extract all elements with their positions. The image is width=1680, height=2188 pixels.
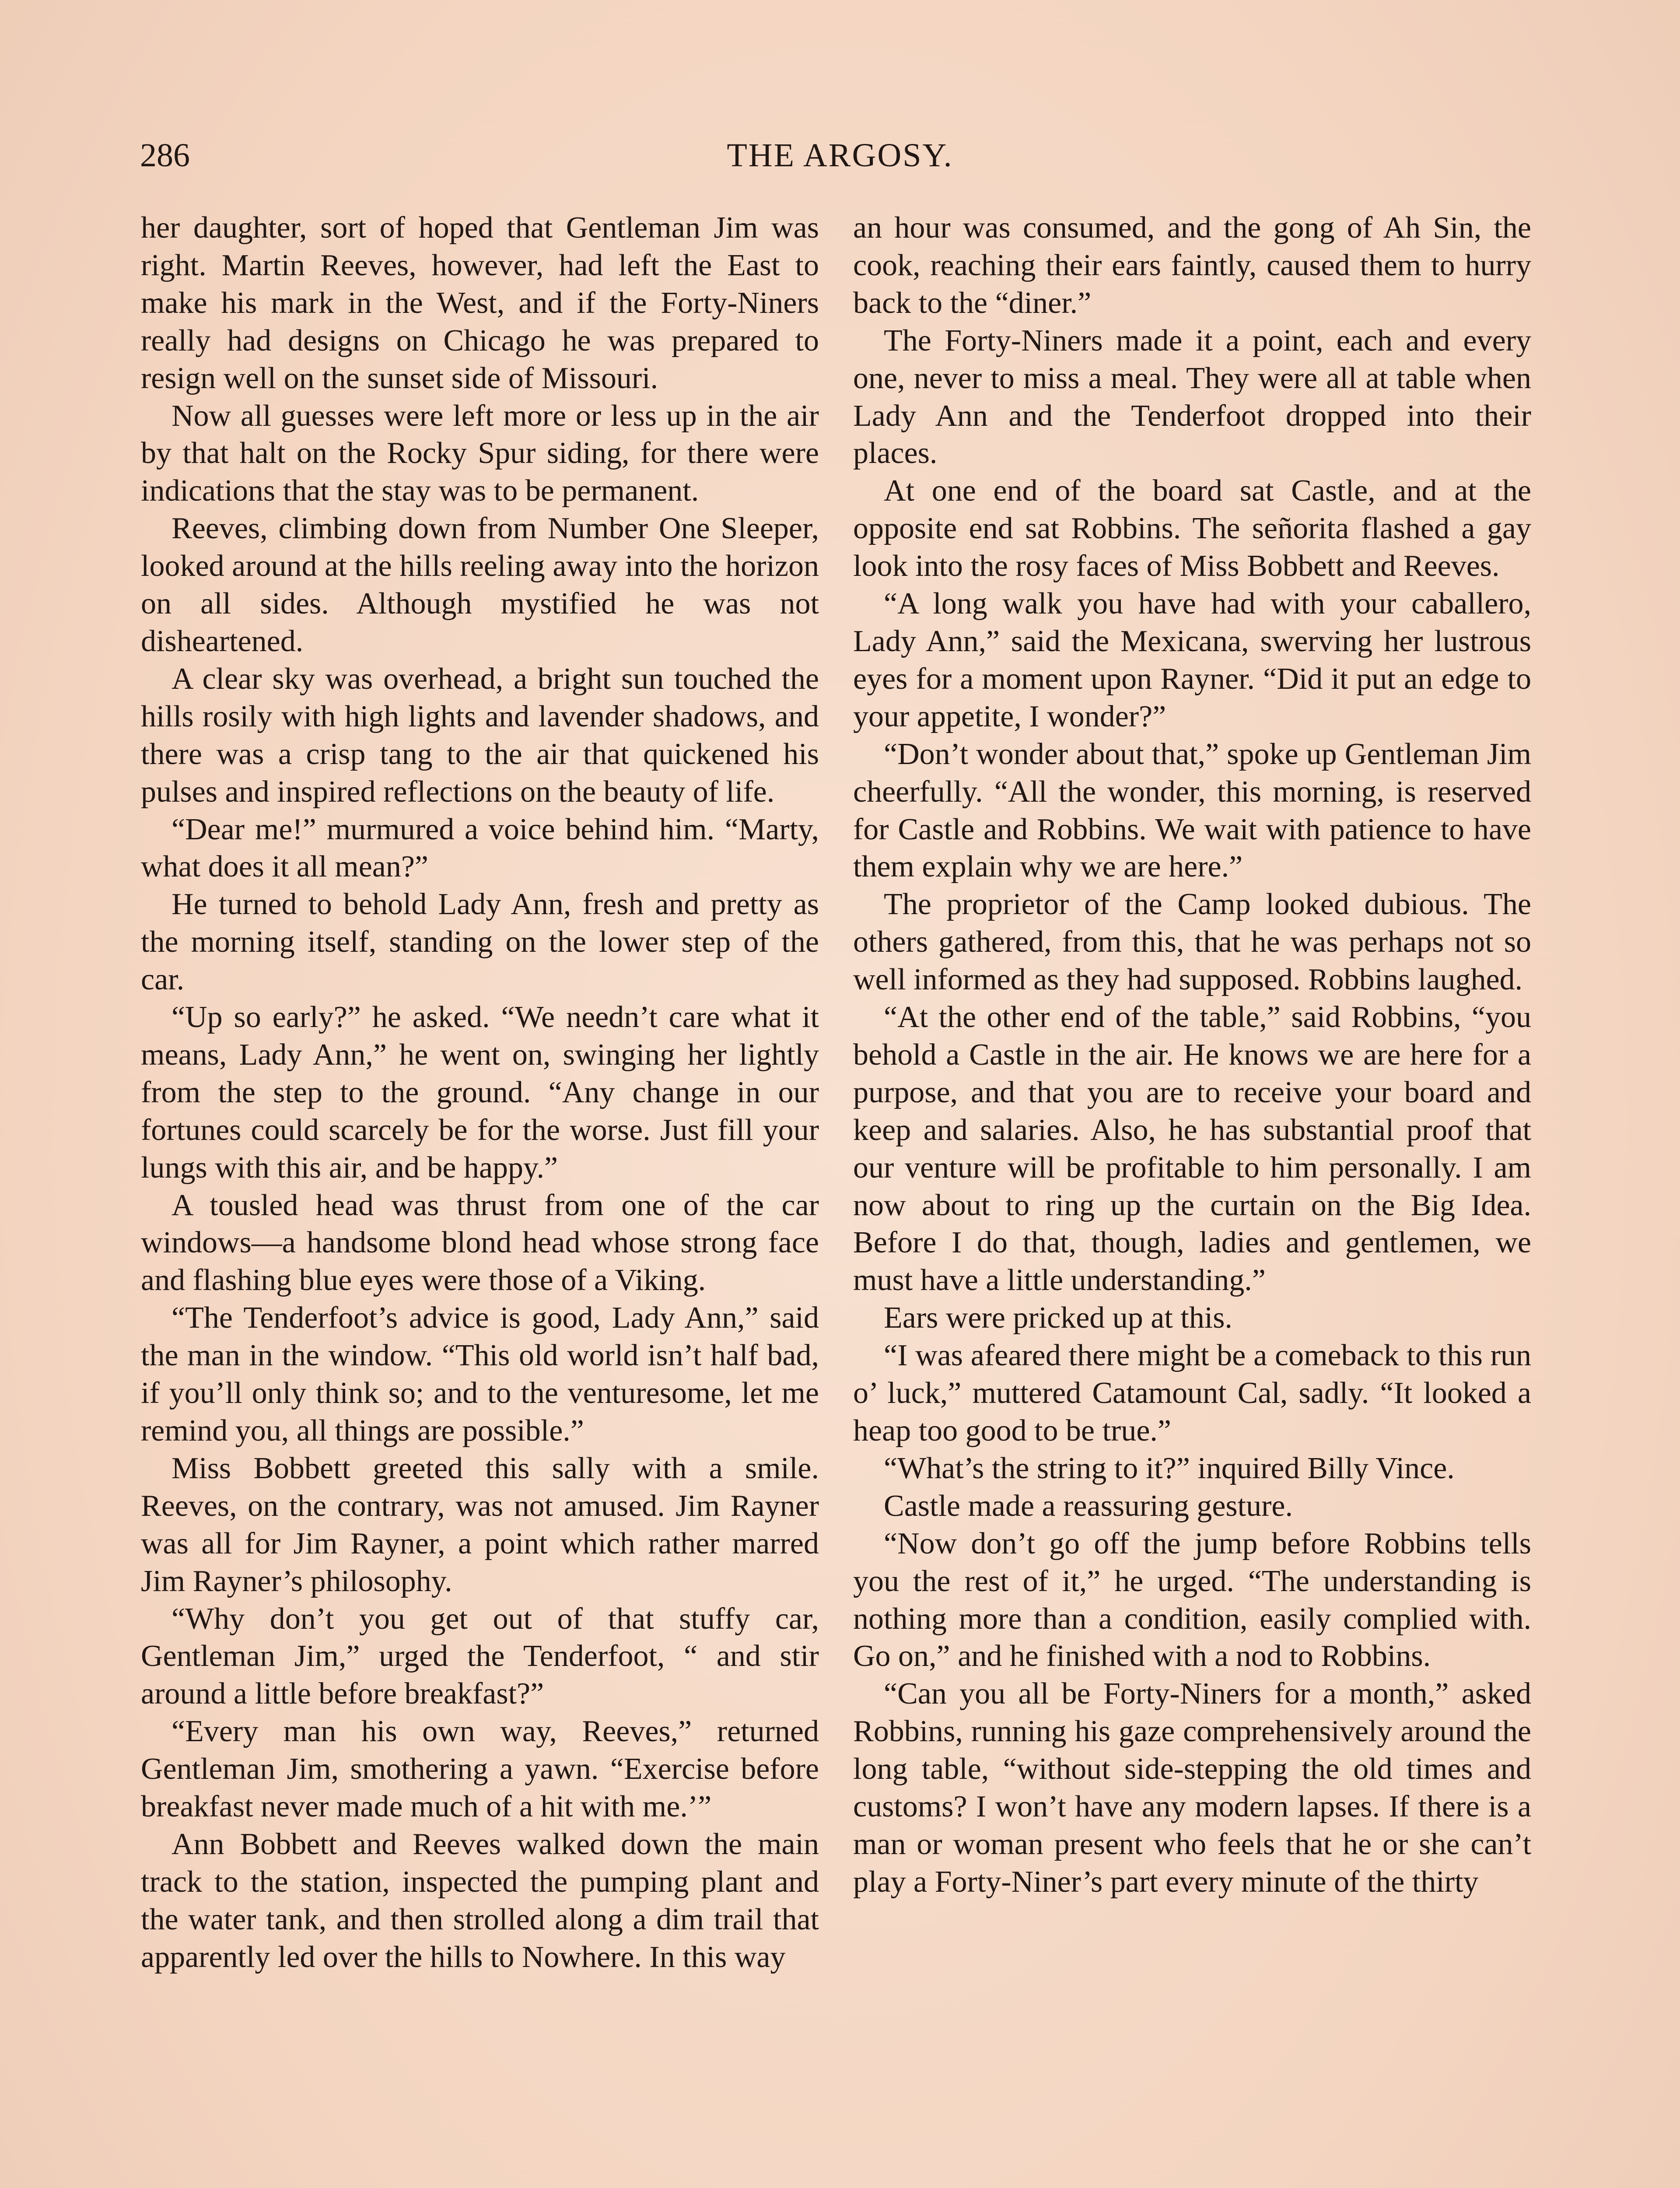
paragraph: A clear sky was overhead, a bright sun touched the hills rosily with high lights and lavender shadows, and there was a crisp tang to the air that quickened his pulses and inspired reflections on the beauty of life. bbox=[141, 662, 819, 809]
paragraph: “Every man his own way, Reeves,” returned Gentleman Jim, smothering a yawn. “Exercise before breakfast never made much of a hit with me.’” bbox=[141, 1715, 819, 1824]
paragraph: He turned to behold Lady Ann, fresh and pretty as the morning itself, standing on the lower step of the car. bbox=[141, 887, 819, 997]
paragraph: “Dear me!” murmured a voice behind him. “Marty, what does it all mean?” bbox=[141, 812, 819, 884]
paragraph: “Why don’t you get out of that stuffy car, Gentleman Jim,” urged the Tenderfoot, “ and stir around a little before breakfast?” bbox=[141, 1602, 819, 1711]
paragraph: Now all guesses were left more or less up in the air by that halt on the Rocky Spur siding, for there were indications that the stay was to be permanent. bbox=[141, 399, 819, 508]
left-column bbox=[141, 209, 819, 2188]
paragraph: Castle made a reassuring gesture. bbox=[884, 1489, 1293, 1523]
paragraph: Ann Bobbett and Reeves walked down the main track to the station, inspected the pumping plant and the water tank, and then strolled along a dim trail that apparently led over the hills to Nowhere. In this way bbox=[141, 1827, 819, 1974]
paragraph: “The Tenderfoot’s advice is good, Lady Ann,” said the man in the window. “This old world isn’t half bad, if you’ll only think so; and to the venturesome, let me remind you, all things are possible.” bbox=[141, 1301, 819, 1448]
paragraph: The proprietor of the Camp looked dubious. The others gathered, from this, that he was perhaps not so well informed as they had supposed. Robbins laughed. bbox=[853, 887, 1531, 997]
paragraph: “At the other end of the table,” said Robbins, “you behold a Castle in the air. He knows we are here for a purpose, and that you are to receive your board and keep and salaries. Also, he has substantial proof that our venture will be profitable to him personally. I am now about to ring up the curtain on the Big Idea. Before I do that, though, ladies and gentlemen, we must have a little understanding.” bbox=[853, 1000, 1531, 1297]
paragraph: an hour was consumed, and the gong of Ah Sin, the cook, reaching their ears faintly, caused them to hurry back to the “diner.” bbox=[853, 211, 1531, 320]
paragraph: “Up so early?” he asked. “We needn’t care what it means, Lady Ann,” he went on, swinging her lightly from the step to the ground. “Any change in our fortunes could scarcely be for the worse. Just fill your lungs with this air, and be happy.” bbox=[141, 1000, 819, 1185]
running-head: THE ARGOSY. bbox=[727, 137, 953, 174]
paragraph: A tousled head was thrust from one of the car windows—a handsome blond head whose strong face and flashing blue eyes were those of a Viking. bbox=[141, 1188, 819, 1297]
paragraph: “A long walk you have had with your caballero, Lady Ann,” said the Mexicana, swerving her lustrous eyes for a moment upon Rayner. “Did it put an edge to your appetite, I wonder?” bbox=[853, 587, 1531, 733]
paragraph: her daughter, sort of hoped that Gentleman Jim was right. Martin Reeves, however, had left the East to make his mark in the West, and if the Forty-Niners really had designs on Chicago he was prepared to resign well on the sunset side of Missouri. bbox=[141, 211, 819, 395]
paragraph: Reeves, climbing down from Number One Sleeper, looked around at the hills reeling away into the horizon on all sides. Although mystified he was not disheartened. bbox=[141, 512, 819, 658]
paragraph: Miss Bobbett greeted this sally with a smile. Reeves, on the contrary, was not amused. Jim Rayner was all for Jim Rayner, a point which rather marred Jim Rayner’s philosophy. bbox=[141, 1451, 819, 1598]
right-column bbox=[853, 209, 1531, 2188]
paragraph: “What’s the string to it?” inquired Billy Vince. bbox=[884, 1451, 1455, 1485]
paragraph: “I was afeared there might be a comeback to this run o’ luck,” muttered Catamount Cal, sadly. “It looked a heap too good to be true.” bbox=[853, 1339, 1531, 1448]
page-number: 286 bbox=[140, 137, 190, 174]
paragraph: “Can you all be Forty-Niners for a month,” asked Robbins, running his gaze comprehensively around the long table, “without side-stepping the old times and customs? I won’t have any modern lapses. If there is a man or woman present who feels that he or she can’t play a Forty-Niner’s part every minute of the thirty bbox=[853, 1677, 1531, 1899]
paragraph: At one end of the board sat Castle, and at the opposite end sat Robbins. The señorita flashed a gay look into the rosy faces of Miss Bobbett and Reeves. bbox=[853, 474, 1531, 583]
page-header bbox=[140, 131, 1540, 179]
paragraph: “Now don’t go off the jump before Robbins tells you the rest of it,” he urged. “The understanding is nothing more than a condition, easily complied with. Go on,” and he finished with a nod to Robbins. bbox=[853, 1526, 1531, 1673]
paragraph: Ears were pricked up at this. bbox=[884, 1301, 1232, 1335]
paragraph: The Forty-Niners made it a point, each and every one, never to miss a meal. They were all at table when Lady Ann and the Tenderfoot dropped into their places. bbox=[853, 323, 1531, 470]
paragraph: “Don’t wonder about that,” spoke up Gentleman Jim cheerfully. “All the wonder, this morning, is reserved for Castle and Robbins. We wait with patience to have them explain why we are here.” bbox=[853, 737, 1531, 884]
